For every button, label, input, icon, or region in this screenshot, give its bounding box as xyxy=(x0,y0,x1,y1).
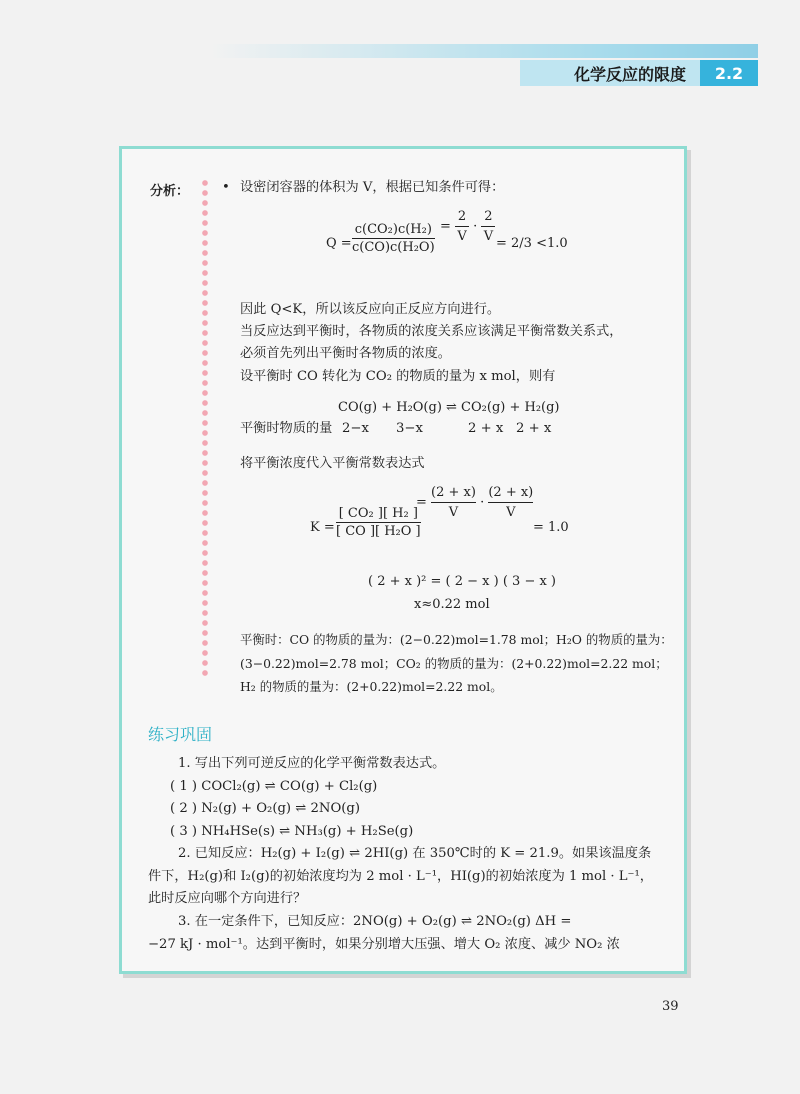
final-line-1: 平衡时：CO 的物质的量为：(2−0.22)mol=1.78 mol；H₂O 的物质的量为： xyxy=(240,632,673,647)
line-2: 当反应达到平衡时，各物质的浓度关系应该满足平衡常数关系式， xyxy=(240,324,623,339)
eq-amount-co2: 2 + x xyxy=(468,421,504,436)
bullet: • xyxy=(222,180,230,195)
exercise-q1-item-1: ( 1 ) COCl₂(g) ⇌ CO(g) + Cl₂(g) xyxy=(170,779,378,794)
exercise-q1-item-3: ( 3 ) NH₄HSe(s) ⇌ NH₃(g) + H₂Se(g) xyxy=(170,824,414,839)
q-substituted: = $\frac{2}{V}$ · $\frac{2}{V}$ xyxy=(440,208,495,245)
q-fraction xyxy=(352,222,435,255)
line-3: 必须首先列出平衡时各物质的浓度。 xyxy=(240,346,451,361)
final-line-2: (3−0.22)mol=2.78 mol；CO₂ 的物质的量为：(2+0.22)mol=2.22 mol； xyxy=(240,656,668,671)
k-substituted: = $\frac{(2 + x)}{V}$ · $\frac{(2 + x)}{V}$ xyxy=(416,485,534,520)
q-result: = 2/3 <1.0 xyxy=(496,236,568,251)
eq-amount-co: 2−x xyxy=(342,421,369,436)
exercise-q2-line-3: 此时反应向哪个方向进行？ xyxy=(148,891,307,906)
k-numerator: [ CO₂ ][ H₂ ] xyxy=(338,506,418,521)
analysis-label: 分析： xyxy=(150,184,190,199)
solve-step-1: ( 2 + x )² = ( 2 − x ) ( 3 − x ) xyxy=(368,574,557,589)
eq-amount-h2o: 3−x xyxy=(396,421,423,436)
line-4: 设平衡时 CO 转化为 CO₂ 的物质的量为 x mol，则有 xyxy=(240,369,556,384)
header-gradient xyxy=(210,44,758,58)
exercise-q2-line-2: 件下，H₂(g)和 I₂(g)的初始浓度均为 2 mol · L⁻¹，HI(g)的初始浓度为 1 mol · L⁻¹， xyxy=(148,869,653,884)
exercise-q2-line-1: 2. 已知反应：H₂(g) + I₂(g) ⇌ 2HI(g) 在 350℃时的 K = 21.9。如果该温度条 xyxy=(178,846,652,861)
section-number: 2.2 xyxy=(700,60,758,86)
k-result: = 1.0 xyxy=(533,520,569,535)
substitute-line: 将平衡浓度代入平衡常数表达式 xyxy=(240,456,425,471)
k-denominator: [ CO ][ H₂O ] xyxy=(336,524,421,539)
line-1: 因此 Q<K，所以该反应向正反应方向进行。 xyxy=(240,302,501,317)
eq-amount-label: 平衡时物质的量 xyxy=(240,421,333,436)
k-fraction xyxy=(336,506,421,539)
exercise-q3-line-1: 3. 在一定条件下，已知反应：2NO(g) + O₂(g) ⇌ 2NO₂(g) ΔH = xyxy=(178,914,572,929)
header-bar xyxy=(520,60,758,86)
q-numerator: c(CO₂)c(H₂) xyxy=(354,222,432,237)
final-line-3: H₂ 的物质的量为：(2+0.22)mol=2.22 mol。 xyxy=(240,679,503,694)
page-number: 39 xyxy=(662,999,679,1014)
exercise-heading: 练习巩固 xyxy=(148,725,213,744)
analysis-intro: 设密闭容器的体积为 V，根据已知条件可得： xyxy=(240,180,505,195)
chapter-title: 化学反应的限度 xyxy=(520,60,700,86)
k-lhs: K = xyxy=(310,520,335,535)
exercise-q1: 1. 写出下列可逆反应的化学平衡常数表达式。 xyxy=(178,756,446,771)
solve-step-2: x≈0.22 mol xyxy=(414,597,490,612)
q-denominator: c(CO)c(H₂O) xyxy=(352,240,435,255)
reaction-equation: CO(g) + H₂O(g) ⇌ CO₂(g) + H₂(g) xyxy=(338,400,560,415)
exercise-q1-item-2: ( 2 ) N₂(g) + O₂(g) ⇌ 2NO(g) xyxy=(170,801,360,816)
exercise-q3-line-2: −27 kJ · mol⁻¹。达到平衡时，如果分别增大压强、增大 O₂ 浓度、减少 NO₂ 浓 xyxy=(148,937,620,952)
dotted-margin xyxy=(200,178,210,678)
eq-amount-h2: 2 + x xyxy=(516,421,552,436)
q-lhs: Q = xyxy=(326,236,352,251)
